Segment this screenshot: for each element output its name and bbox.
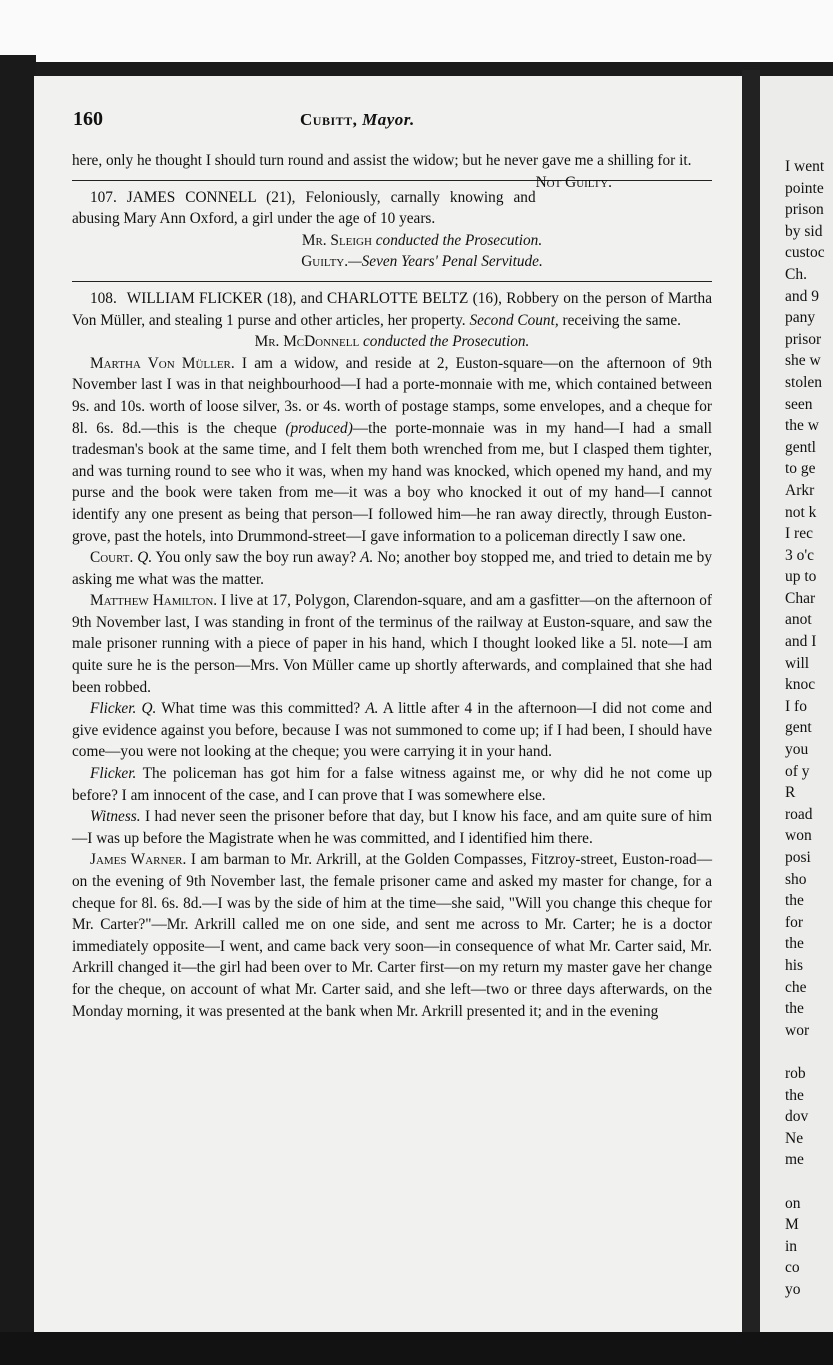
right-page-line xyxy=(760,1171,833,1193)
right-page-line: pany xyxy=(785,309,816,327)
case-107-counsel-text: conducted the Prosecution. xyxy=(375,231,543,249)
right-page-line: I went xyxy=(785,158,825,175)
divider-rule xyxy=(72,180,712,181)
right-page-line: gent xyxy=(785,719,812,737)
right-page-line: she w xyxy=(785,352,821,370)
answer-marker: A. xyxy=(365,700,379,718)
right-page-line: custoc xyxy=(785,244,825,262)
testimony-text: I live at 17, Polygon, Clarendon-square, and am a gasfitter—on the afternoon of 9th November last, I was standing in front of the terminus of the railway at Euston-square, and saw the male prisoner running with a piece of paper in his hand, which I thought looked like a 5l. note—I am quite sure he is the person—Mrs. Von Müller came up shortly afterwards, and complained that she had been robbed. xyxy=(72,592,712,696)
right-page-line: knoc xyxy=(785,676,816,694)
right-page-line: won xyxy=(785,827,812,845)
testimony-text: I am barman to Mr. Arkrill, at the Golden Compasses, Fitzroy-street, Euston-road—on the evening of 9th November last, the female prisoner came and asked my master for change, for a cheque for 8l. 6s. 8d.—I was by the side of him at the time—she said, "Will you change this cheque for Mr. Carter?"—Mr. Arkrill called me on one side, and sent me across to Mr. Carter; he is a doctor immediately opposite—I went, and came back very soon—in consequence of what Mr. Carter said, Mr. Arkrill changed it—the girl had been over to Mr. Carter first—on my return my master gave her change for the cheque, on account of what Mr. Carter said, and she left—two or three days afterwards, on the Monday morning, it was presented at the bank when Mr. Arkrill presented it; and in the evening xyxy=(72,851,712,1020)
case-108-heading xyxy=(72,288,712,331)
carry-over-verdict: Not Guilty. xyxy=(535,173,612,191)
right-page-line: for xyxy=(785,913,804,931)
right-page-line: Arkr xyxy=(785,481,815,499)
right-page-line: the xyxy=(785,1000,804,1018)
case-107-counsel xyxy=(72,230,712,252)
case-108-second-count-rest: receiving the same. xyxy=(562,311,681,329)
scanner-background xyxy=(0,0,833,60)
right-page-line: prison xyxy=(785,201,824,219)
right-page-line: posi xyxy=(785,849,811,866)
testimony-hamilton xyxy=(72,590,712,698)
right-page-line: I fo xyxy=(785,697,807,715)
case-107-heading-text: JAMES CONNELL (21), Feloniously, carnally knowing and abusing Mary Ann Oxford, a girl under the age of 10 years. xyxy=(72,188,536,228)
case-107-sentence: —Seven Years' Penal Servitude. xyxy=(348,253,543,271)
right-page-line: gentl xyxy=(785,438,816,456)
right-page-line: up to xyxy=(785,568,817,586)
case-108-second-count: Second Count, xyxy=(469,311,559,329)
right-page-line: not k xyxy=(785,503,817,521)
right-page-line: the xyxy=(785,935,804,953)
right-page-line: stolen xyxy=(785,373,823,391)
right-page-line: prisor xyxy=(785,330,822,348)
right-page-line xyxy=(760,1041,833,1063)
book-edge-left xyxy=(0,55,36,1365)
produced-note: (produced) xyxy=(285,419,353,437)
answer-text: A little after 4 in the afternoon—I did not come and give evidence against you before, because I was not summoned to come up; if I had been, I should have come—you were not looking at the cheque; you were carrying it in your hand. xyxy=(72,700,712,761)
question-marker: Q. xyxy=(137,549,153,567)
case-108-counsel-text: conducted the Prosecution. xyxy=(363,333,530,351)
right-page-fragment xyxy=(760,76,833,1334)
question-text: You only saw the boy run away? xyxy=(155,549,357,567)
right-page-line: wor xyxy=(785,1021,810,1039)
court-question xyxy=(72,547,712,590)
case-107-number: 107. xyxy=(90,188,117,206)
page-body xyxy=(72,150,712,1022)
case-108-heading-text: WILLIAM FLICKER (18), and CHARLOTTE BELTZ (16), Robbery on the person of Martha Von Müller, and stealing 1 purse and other articles, her property. xyxy=(72,289,712,329)
right-page-line: on xyxy=(785,1194,801,1212)
answer-marker: A. xyxy=(360,549,374,567)
right-page-line: Ch. xyxy=(785,265,807,283)
testimony-text: I am a widow, and reside at 2, Euston-square—on the afternoon of 9th November last I was in that neighbourhood—I had a porte-monnaie with me, which contained between 9s. and 10s. worth of loose silver, 3s. or 4s. worth of postage stamps, some envelopes, and a cheque for 8l. 6s. 8d.—this is the cheque xyxy=(72,354,713,437)
right-page-line: by sid xyxy=(785,222,823,240)
right-page-line: and I xyxy=(785,633,817,651)
speaker-name: Court. xyxy=(90,549,134,567)
flicker-statement xyxy=(72,763,712,806)
book-spine xyxy=(742,70,760,1340)
right-page-line: dov xyxy=(785,1108,809,1126)
case-107-counsel-name: Mr. Sleigh xyxy=(301,231,372,249)
right-page-line: yo xyxy=(785,1280,801,1298)
right-page-line: the w xyxy=(785,417,820,435)
speaker-name: Flicker. xyxy=(90,700,137,718)
running-head-title: Mayor. xyxy=(362,110,415,129)
testimony-text: —the porte-monnaie was in my hand—I had a small tradesman's book at the same time, and I felt them both wrenched from me, but I clasped them tighter, and was turning round to see who it was, when my hand was knocked, which opened my hand, and my purse and the book were taken from me—it was a boy who knocked it out of my hand—I cannot identify any one present as being that person—I followed him—he ran away directly, through Euston-grove, past the hotels, into Drummond-street—I gave information to a policeman directly I saw one. xyxy=(72,419,713,545)
speaker-name: Matthew Hamilton. xyxy=(90,592,218,610)
right-page-line: his xyxy=(785,956,804,974)
question-marker: Q. xyxy=(141,700,157,718)
right-page-line: anot xyxy=(785,611,812,629)
testimony-warner xyxy=(72,849,712,1022)
right-page-line: the xyxy=(785,1086,804,1104)
case-107-verdict-line xyxy=(72,251,712,273)
right-page-line: and 9 xyxy=(785,287,820,305)
case-107-verdict: Guilty. xyxy=(301,253,349,271)
right-page-line: co xyxy=(785,1259,800,1277)
right-page-line: pointe xyxy=(785,179,824,197)
statement-text: The policeman has got him for a false witness against me, or why did he not come up before? I am innocent of the case, and I can prove that I was somewhere else. xyxy=(72,765,712,804)
carry-over-paragraph xyxy=(72,150,712,191)
right-page-line: 3 o'c xyxy=(785,546,815,564)
book-edge-bottom xyxy=(0,1332,833,1365)
case-108-number: 108. xyxy=(90,289,117,307)
right-page-line: to ge xyxy=(785,460,816,478)
statement-text: I had never seen the prisoner before that day, but I know his face, and am quite sure of him—I was up before the Magistrate when he was committed, and I identified him there. xyxy=(72,808,712,847)
right-page-line: R xyxy=(785,784,796,802)
right-page-line: road xyxy=(785,805,813,823)
right-page-line: Char xyxy=(785,589,816,607)
divider-rule xyxy=(72,281,712,282)
right-page-line: the xyxy=(785,892,804,910)
page-number: 160 xyxy=(73,108,103,130)
answer-text: No; another boy stopped me, and tried to detain me by asking me what was the matter. xyxy=(72,549,712,588)
right-page-line: me xyxy=(785,1151,804,1169)
testimony-von-muller xyxy=(72,353,712,547)
right-page-line: will xyxy=(785,654,810,672)
case-108-counsel xyxy=(72,331,712,353)
running-head xyxy=(300,110,560,130)
running-head-name: Cubitt, xyxy=(300,110,358,129)
question-text: What time was this committed? xyxy=(161,700,361,718)
right-page-line: of y xyxy=(785,762,810,780)
right-page-line: seen xyxy=(785,395,813,413)
right-page-line: Ne xyxy=(785,1129,804,1147)
speaker-name: James Warner. xyxy=(90,851,187,869)
right-page-text xyxy=(760,76,833,1300)
carry-over-text: here, only he thought I should turn round and assist the widow; but he never gave me a shilling for it. xyxy=(72,152,692,169)
right-page-line: che xyxy=(785,978,807,996)
case-107-heading xyxy=(72,187,712,230)
right-page-line: sho xyxy=(785,870,807,888)
speaker-name: Flicker. xyxy=(90,765,137,783)
right-page-line: M xyxy=(785,1216,799,1234)
speaker-name: Martha Von Müller. xyxy=(90,354,235,372)
case-108-counsel-name: Mr. McDonnell xyxy=(254,333,360,351)
right-page-line: you xyxy=(785,741,809,759)
flicker-question xyxy=(72,698,712,763)
speaker-name: Witness. xyxy=(90,808,141,826)
witness-statement xyxy=(72,806,712,849)
right-page-line: rob xyxy=(785,1064,806,1082)
right-page-line: I rec xyxy=(785,525,813,543)
right-page-line: in xyxy=(785,1237,798,1255)
